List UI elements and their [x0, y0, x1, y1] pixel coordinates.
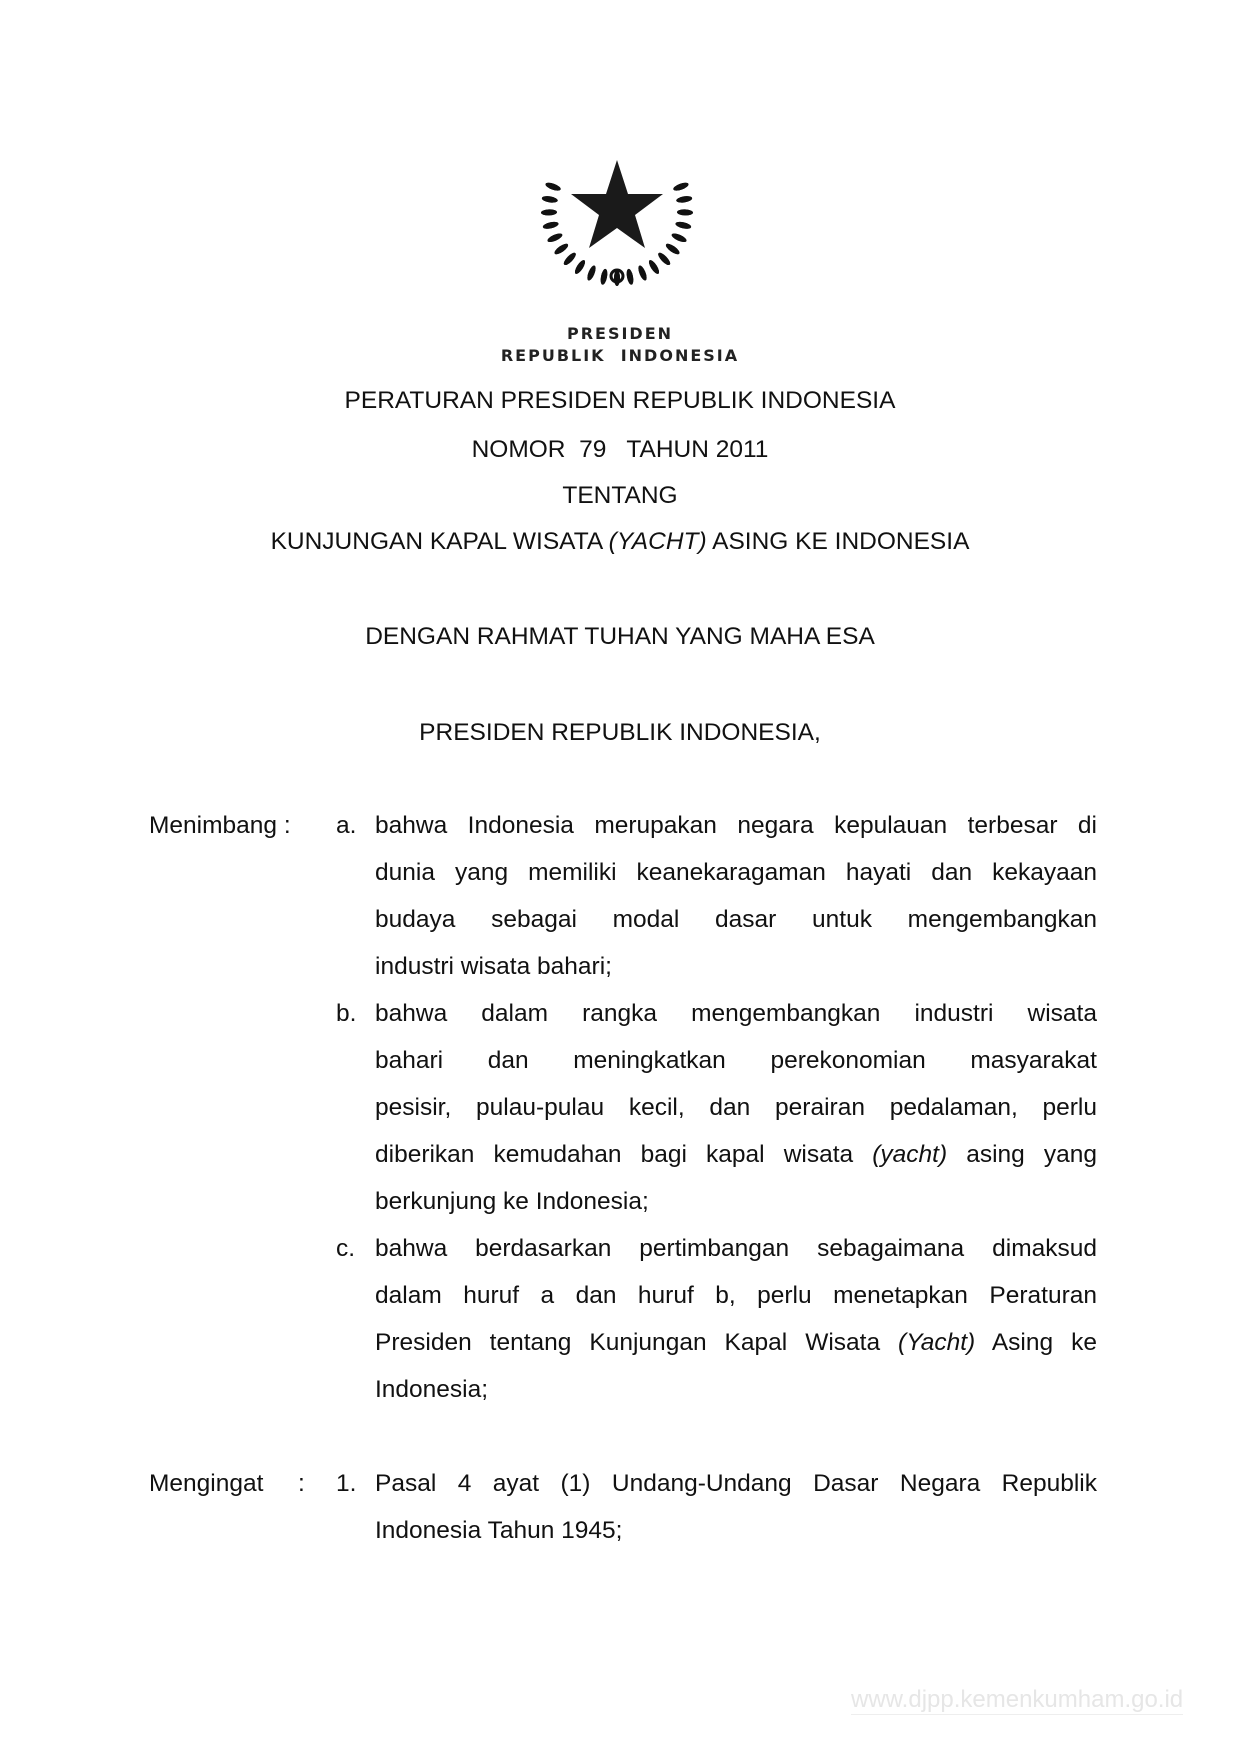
list-item-line — [375, 1234, 1097, 1264]
line-italic: (Yacht) — [898, 1329, 976, 1356]
list-item-line — [375, 1328, 1097, 1358]
subject-text-end: ASING KE INDONESIA — [706, 528, 970, 555]
line-text: bahwa Indonesia merupakan negara kepulauan terbesar di — [375, 812, 1097, 839]
list-item-line — [375, 1516, 1097, 1546]
list-item-line — [375, 1469, 1097, 1499]
line-text: bahwa berdasarkan pertimbangan sebagaimana dimaksud — [375, 1235, 1097, 1262]
line-text: pesisir, pulau-pulau kecil, dan perairan pedalaman, perlu — [375, 1094, 1097, 1121]
subject-text: KUNJUNGAN KAPAL WISATA — [270, 528, 609, 555]
line-text: budaya sebagai modal dasar untuk mengembangkan — [375, 906, 1097, 933]
list-item-line — [375, 999, 1097, 1029]
list-marker: c. — [336, 1235, 356, 1262]
subject-italic: (YACHT) — [608, 528, 707, 555]
list-marker: a. — [336, 812, 357, 839]
preamble: DENGAN RAHMAT TUHAN YANG MAHA ESA — [365, 623, 875, 650]
list-item-line — [375, 811, 1097, 841]
watermark-link[interactable]: www.djpp.kemenkumham.go.id — [851, 1686, 1184, 1713]
emblem-text-republik: REPUBLIK INDONESIA — [500, 346, 740, 365]
list-item-line — [375, 1375, 1097, 1405]
mengingat-colon: : — [298, 1470, 305, 1497]
line-text: bahwa dalam rangka mengembangkan industri wisata — [375, 1000, 1097, 1027]
regulation-number: NOMOR 79 TAHUN 2011 — [471, 436, 769, 463]
line-text-end: Asing ke — [975, 1329, 1097, 1356]
list-marker: 1. — [336, 1470, 357, 1497]
list-item-line — [375, 858, 1097, 888]
line-italic: (yacht) — [872, 1141, 948, 1168]
list-item-line — [375, 1281, 1097, 1311]
star-wreath-icon — [537, 130, 697, 290]
menimbang-label: Menimbang : — [149, 812, 291, 839]
list-item-line — [375, 1046, 1097, 1076]
list-item-line — [375, 1140, 1097, 1170]
list-marker: b. — [336, 1000, 357, 1027]
line-text: dunia yang memiliki keanekaragaman hayati dan kekayaan — [375, 859, 1097, 886]
line-text: Presiden tentang Kunjungan Kapal Wisata — [375, 1329, 899, 1356]
list-item-line — [375, 1187, 1097, 1217]
line-text: Indonesia; — [375, 1376, 489, 1403]
line-text: diberikan kemudahan bagi kapal wisata — [375, 1141, 873, 1168]
about-label: TENTANG — [562, 482, 678, 509]
line-text: Indonesia Tahun 1945; — [375, 1517, 623, 1544]
president-heading: PRESIDEN REPUBLIK INDONESIA, — [419, 719, 821, 746]
list-item-line — [375, 905, 1097, 935]
line-text: berkunjung ke Indonesia; — [375, 1188, 649, 1215]
line-text: dalam huruf a dan huruf b, perlu menetapkan Peraturan — [375, 1282, 1097, 1309]
emblem-text-presiden: PRESIDEN — [566, 324, 674, 343]
line-text: bahari dan meningkatkan perekonomian masyarakat — [375, 1047, 1097, 1074]
presidential-emblem — [537, 130, 697, 290]
line-text-end: asing yang — [947, 1141, 1097, 1168]
line-text: industri wisata bahari; — [375, 953, 612, 980]
list-item-line — [375, 1093, 1097, 1123]
line-text: Pasal 4 ayat (1) Undang-Undang Dasar Negara Republik — [375, 1470, 1097, 1497]
regulation-title: PERATURAN PRESIDEN REPUBLIK INDONESIA — [344, 387, 896, 414]
mengingat-label: Mengingat — [149, 1470, 264, 1497]
list-item-line — [375, 952, 1097, 982]
regulation-subject — [0, 527, 1240, 557]
